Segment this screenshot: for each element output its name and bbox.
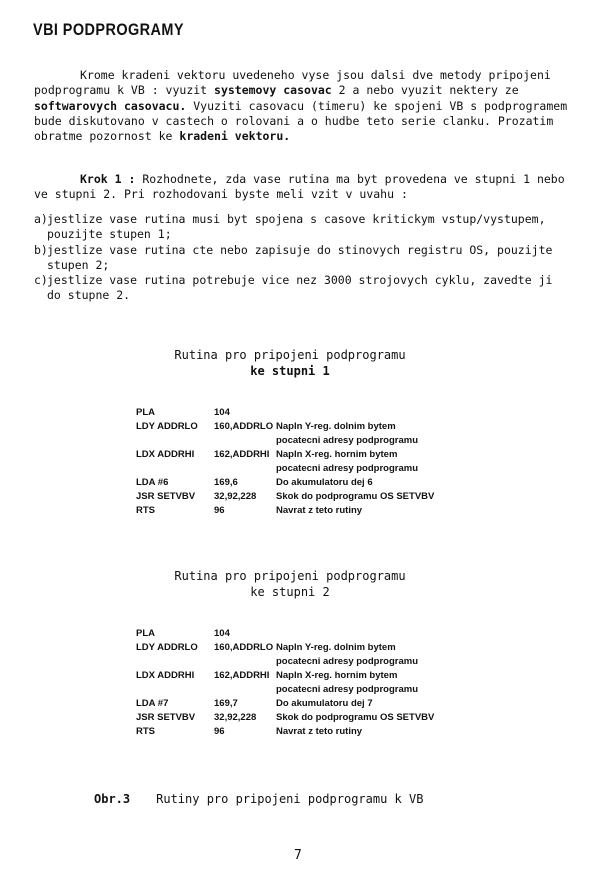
opcode-cell [214,462,276,476]
opcode-cell [214,434,276,448]
intro-text-2: 2 a nebo vyuzit nektery ze [331,83,519,98]
instruction-cell [136,655,214,669]
page-title: VBI PODPROGRAMY [33,20,184,39]
comment-cell: Napln Y-reg. dolnim bytem [276,642,396,653]
opcode-cell: 104 [214,407,230,418]
table-row [136,725,434,739]
instruction-cell [136,434,214,448]
figure-caption [94,792,423,806]
opcode-cell: 96 [214,726,225,737]
instruction-cell: PLA [136,628,155,639]
table-row [136,406,434,420]
comment-cell: Do akumulatoru dej 6 [276,477,373,488]
criteria-list [34,212,569,304]
comment-cell: Napln X-reg. hornim bytem [276,449,398,460]
list-item [34,243,569,274]
intro-text-3: Vyuziti casovacu (timeru) ke spojeni VB s podprogramem bude diskutovano v castech o rolovani a o hudbe teto serie clanku. Prozatim obratme pozornost ke [34,98,568,144]
opcode-cell: 104 [214,628,230,639]
list-item-text: jestlize vase rutina potrebuje vice nez 3000 strojovych cyklu, zavedte ji do stupne 2. [47,273,553,303]
comment-cell: pocatecni adresy podprogramu [276,463,419,474]
instruction-cell: PLA [136,407,155,418]
opcode-cell: 160,ADDRLO [214,421,274,432]
step-text: Rozhodnete, zda vase rutina ma byt provedena ve stupni 1 nebo ve stupni 2. Pri rozhodovani byste meli vzit v uvahu : [34,172,565,202]
comment-cell [276,627,434,641]
step-label: Krok 1 : [80,172,136,186]
comment-cell: Napln X-reg. hornim bytem [276,670,398,681]
list-marker: a) [34,212,48,226]
instruction-cell: LDY ADDRLO [136,421,198,432]
opcode-cell: 160,ADDRLO [214,642,274,653]
list-item-text: jestlize vase rutina musi byt spojena s casove kritickym vstup/vystupem, pouzijte stupen 1; [47,212,546,242]
table-row [136,448,434,462]
comment-cell: pocatecni adresy podprogramu [276,435,419,446]
comment-cell: Navrat z teto rutiny [276,505,363,516]
intro-bold-2: softwarovych casovacu. [34,98,187,113]
list-item [34,273,569,304]
opcode-cell [214,683,276,697]
opcode-cell: 169,7 [214,698,238,709]
instruction-cell: LDX ADDRHI [136,449,195,460]
table-row [136,420,434,434]
table-row [136,711,434,725]
table-row [136,504,434,518]
comment-cell [276,406,434,420]
routine1-code-table [136,406,434,518]
table-row [136,476,434,490]
opcode-cell: 96 [214,505,225,516]
instruction-cell: RTS [136,505,155,516]
table-row [136,669,434,683]
comment-cell: Skok do podprogramu OS SETVBV [276,712,435,723]
instruction-cell: RTS [136,726,155,737]
opcode-cell: 169,6 [214,477,238,488]
routine1-heading [0,347,590,379]
table-row [136,462,434,476]
opcode-cell: 32,92,228 [214,491,257,502]
routine2-title-line2: ke stupni 2 [250,585,330,599]
routine2-code-table [136,627,434,739]
instruction-cell: LDY ADDRLO [136,642,198,653]
table-row [136,627,434,641]
routine1-title-line2: ke stupni 1 [250,364,330,378]
instruction-cell: JSR SETVBV [136,491,196,502]
comment-cell: Napln Y-reg. dolnim bytem [276,421,396,432]
intro-bold-1: systemovy casovac [214,83,332,98]
intro-text-1: Krome kradeni vektoru uvedeneho vyse jsou dalsi dve metody pripojeni podprogramu k VB : vyuzit [34,68,551,98]
figure-label: Obr.3 [94,792,131,806]
opcode-cell: 162,ADDRHI [214,670,270,681]
list-item [34,212,569,243]
table-row [136,697,434,711]
instruction-cell [136,683,214,697]
comment-cell: Do akumulatoru dej 7 [276,698,373,709]
list-marker: c) [34,273,48,288]
list-marker: b) [34,242,48,257]
page-number: 7 [294,848,302,863]
instruction-cell: LDA #7 [136,698,169,709]
instruction-cell: LDA #6 [136,477,169,488]
opcode-cell: 162,ADDRHI [214,449,270,460]
step-paragraph [34,172,569,203]
routine1-title-line1: Rutina pro pripojeni podprogramu [174,348,406,362]
comment-cell: Navrat z teto rutiny [276,726,363,737]
instruction-cell [136,462,214,476]
comment-cell: Skok do podprogramu OS SETVBV [276,491,435,502]
intro-bold-3: kradeni vektoru. [179,129,291,144]
routine2-heading [0,568,590,600]
table-row [136,641,434,655]
table-row [136,683,434,697]
table-row [136,490,434,504]
table-row [136,655,434,669]
intro-paragraph [34,68,569,144]
opcode-cell [214,655,276,669]
instruction-cell: LDX ADDRHI [136,670,195,681]
comment-cell: pocatecni adresy podprogramu [276,684,419,695]
comment-cell: pocatecni adresy podprogramu [276,656,419,667]
routine2-title-line1: Rutina pro pripojeni podprogramu [174,569,406,583]
table-row [136,434,434,448]
list-item-text: jestlize vase rutina cte nebo zapisuje do stinovych registru OS, pouzijte stupen 2; [47,242,553,272]
instruction-cell: JSR SETVBV [136,712,196,723]
opcode-cell: 32,92,228 [214,712,257,723]
figure-caption-text: Rutiny pro pripojeni podprogramu k VB [156,792,424,806]
